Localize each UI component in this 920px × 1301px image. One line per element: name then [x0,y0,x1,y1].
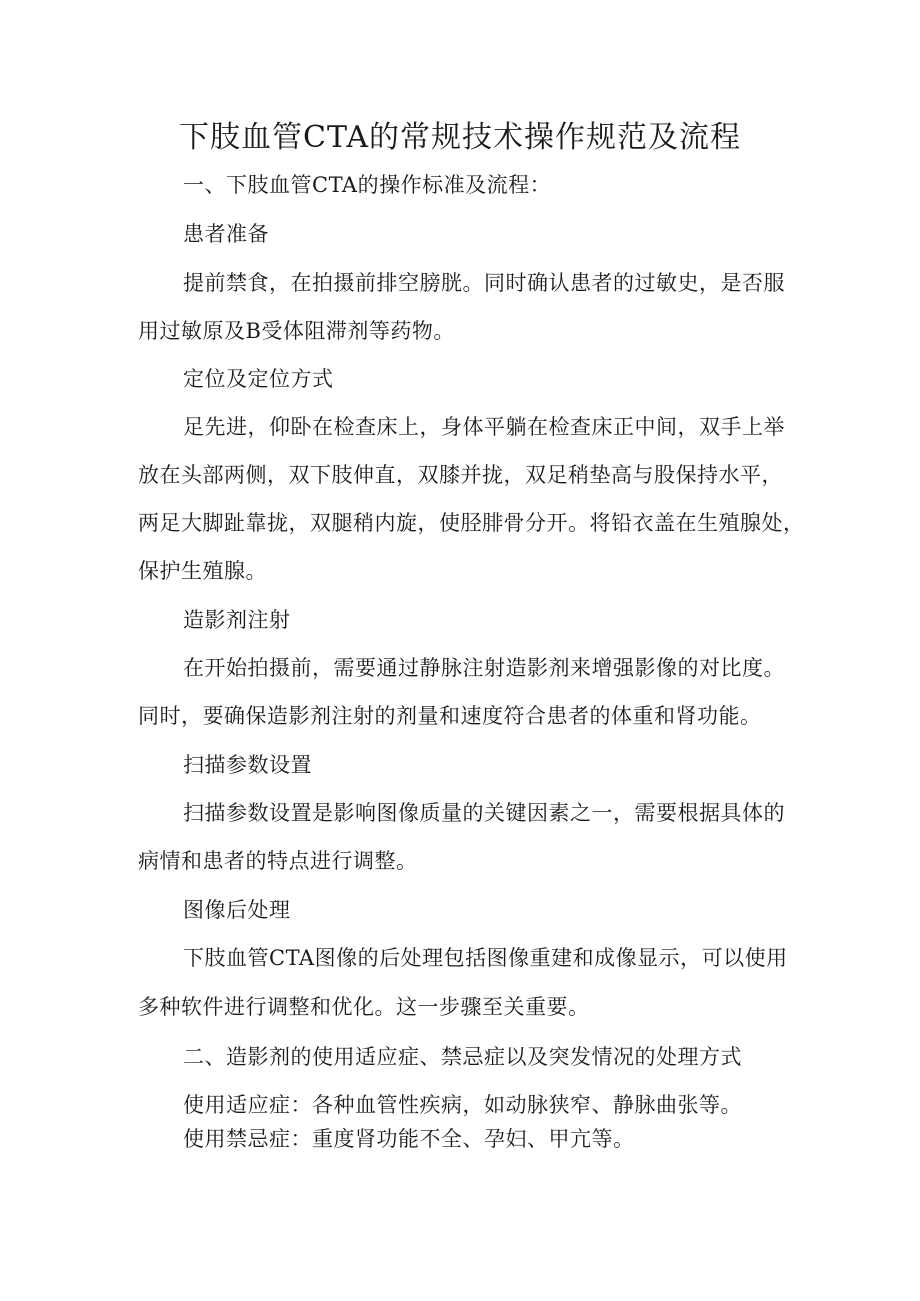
paragraph-line: 下肢血管CTA图像的后处理包括图像重建和成像显示，可以使用 [183,946,788,970]
document-title: 下肢血管CTA的常规技术操作规范及流程 [179,120,741,155]
paragraph-line: 提前禁食，在拍摄前排空膀胱。同时确认患者的过敏史，是否服 [183,271,785,295]
paragraph-line: 保护生殖腺。 [138,559,267,583]
paragraph-line: 放在头部两侧，双下肢伸直，双膝并拢，双足稍垫高与股保持水平， [138,463,783,487]
paragraph-line: 病情和患者的特点进行调整。 [138,849,418,873]
paragraph-line: 扫描参数设置是影响图像质量的关键因素之一，需要根据具体的 [183,801,785,825]
paragraph-line: 多种软件进行调整和优化。这一步骤至关重要。 [138,995,590,1019]
paragraph-line: 用过敏原及B受体阻滞剂等药物。 [138,319,455,343]
subheading-post-processing: 图像后处理 [183,898,291,922]
paragraph-line: 同时，要确保造影剂注射的剂量和速度符合患者的体重和肾功能。 [138,704,762,728]
contraindications-line: 使用禁忌症：重度肾功能不全、孕妇、甲亢等。 [183,1127,635,1151]
subheading-scan-parameters: 扫描参数设置 [183,753,312,777]
section-heading-1: 一、下肢血管CTA的操作标准及流程： [183,173,552,197]
subheading-contrast-injection: 造影剂注射 [183,608,291,632]
indications-line: 使用适应症：各种血管性疾病，如动脉狭窄、静脉曲张等。 [183,1093,742,1117]
subheading-patient-prep: 患者准备 [183,222,269,246]
subheading-positioning: 定位及定位方式 [183,367,334,391]
section-heading-2: 二、造影剂的使用适应症、禁忌症以及突发情况的处理方式 [183,1045,742,1069]
paragraph-line: 在开始拍摄前，需要通过静脉注射造影剂来增强影像的对比度。 [183,656,785,680]
paragraph-line: 两足大脚趾靠拢，双腿稍内旋，使胫腓骨分开。将铅衣盖在生殖腺处， [138,511,805,535]
paragraph-line: 足先进，仰卧在检查床上，身体平躺在检查床正中间，双手上举 [183,415,785,439]
